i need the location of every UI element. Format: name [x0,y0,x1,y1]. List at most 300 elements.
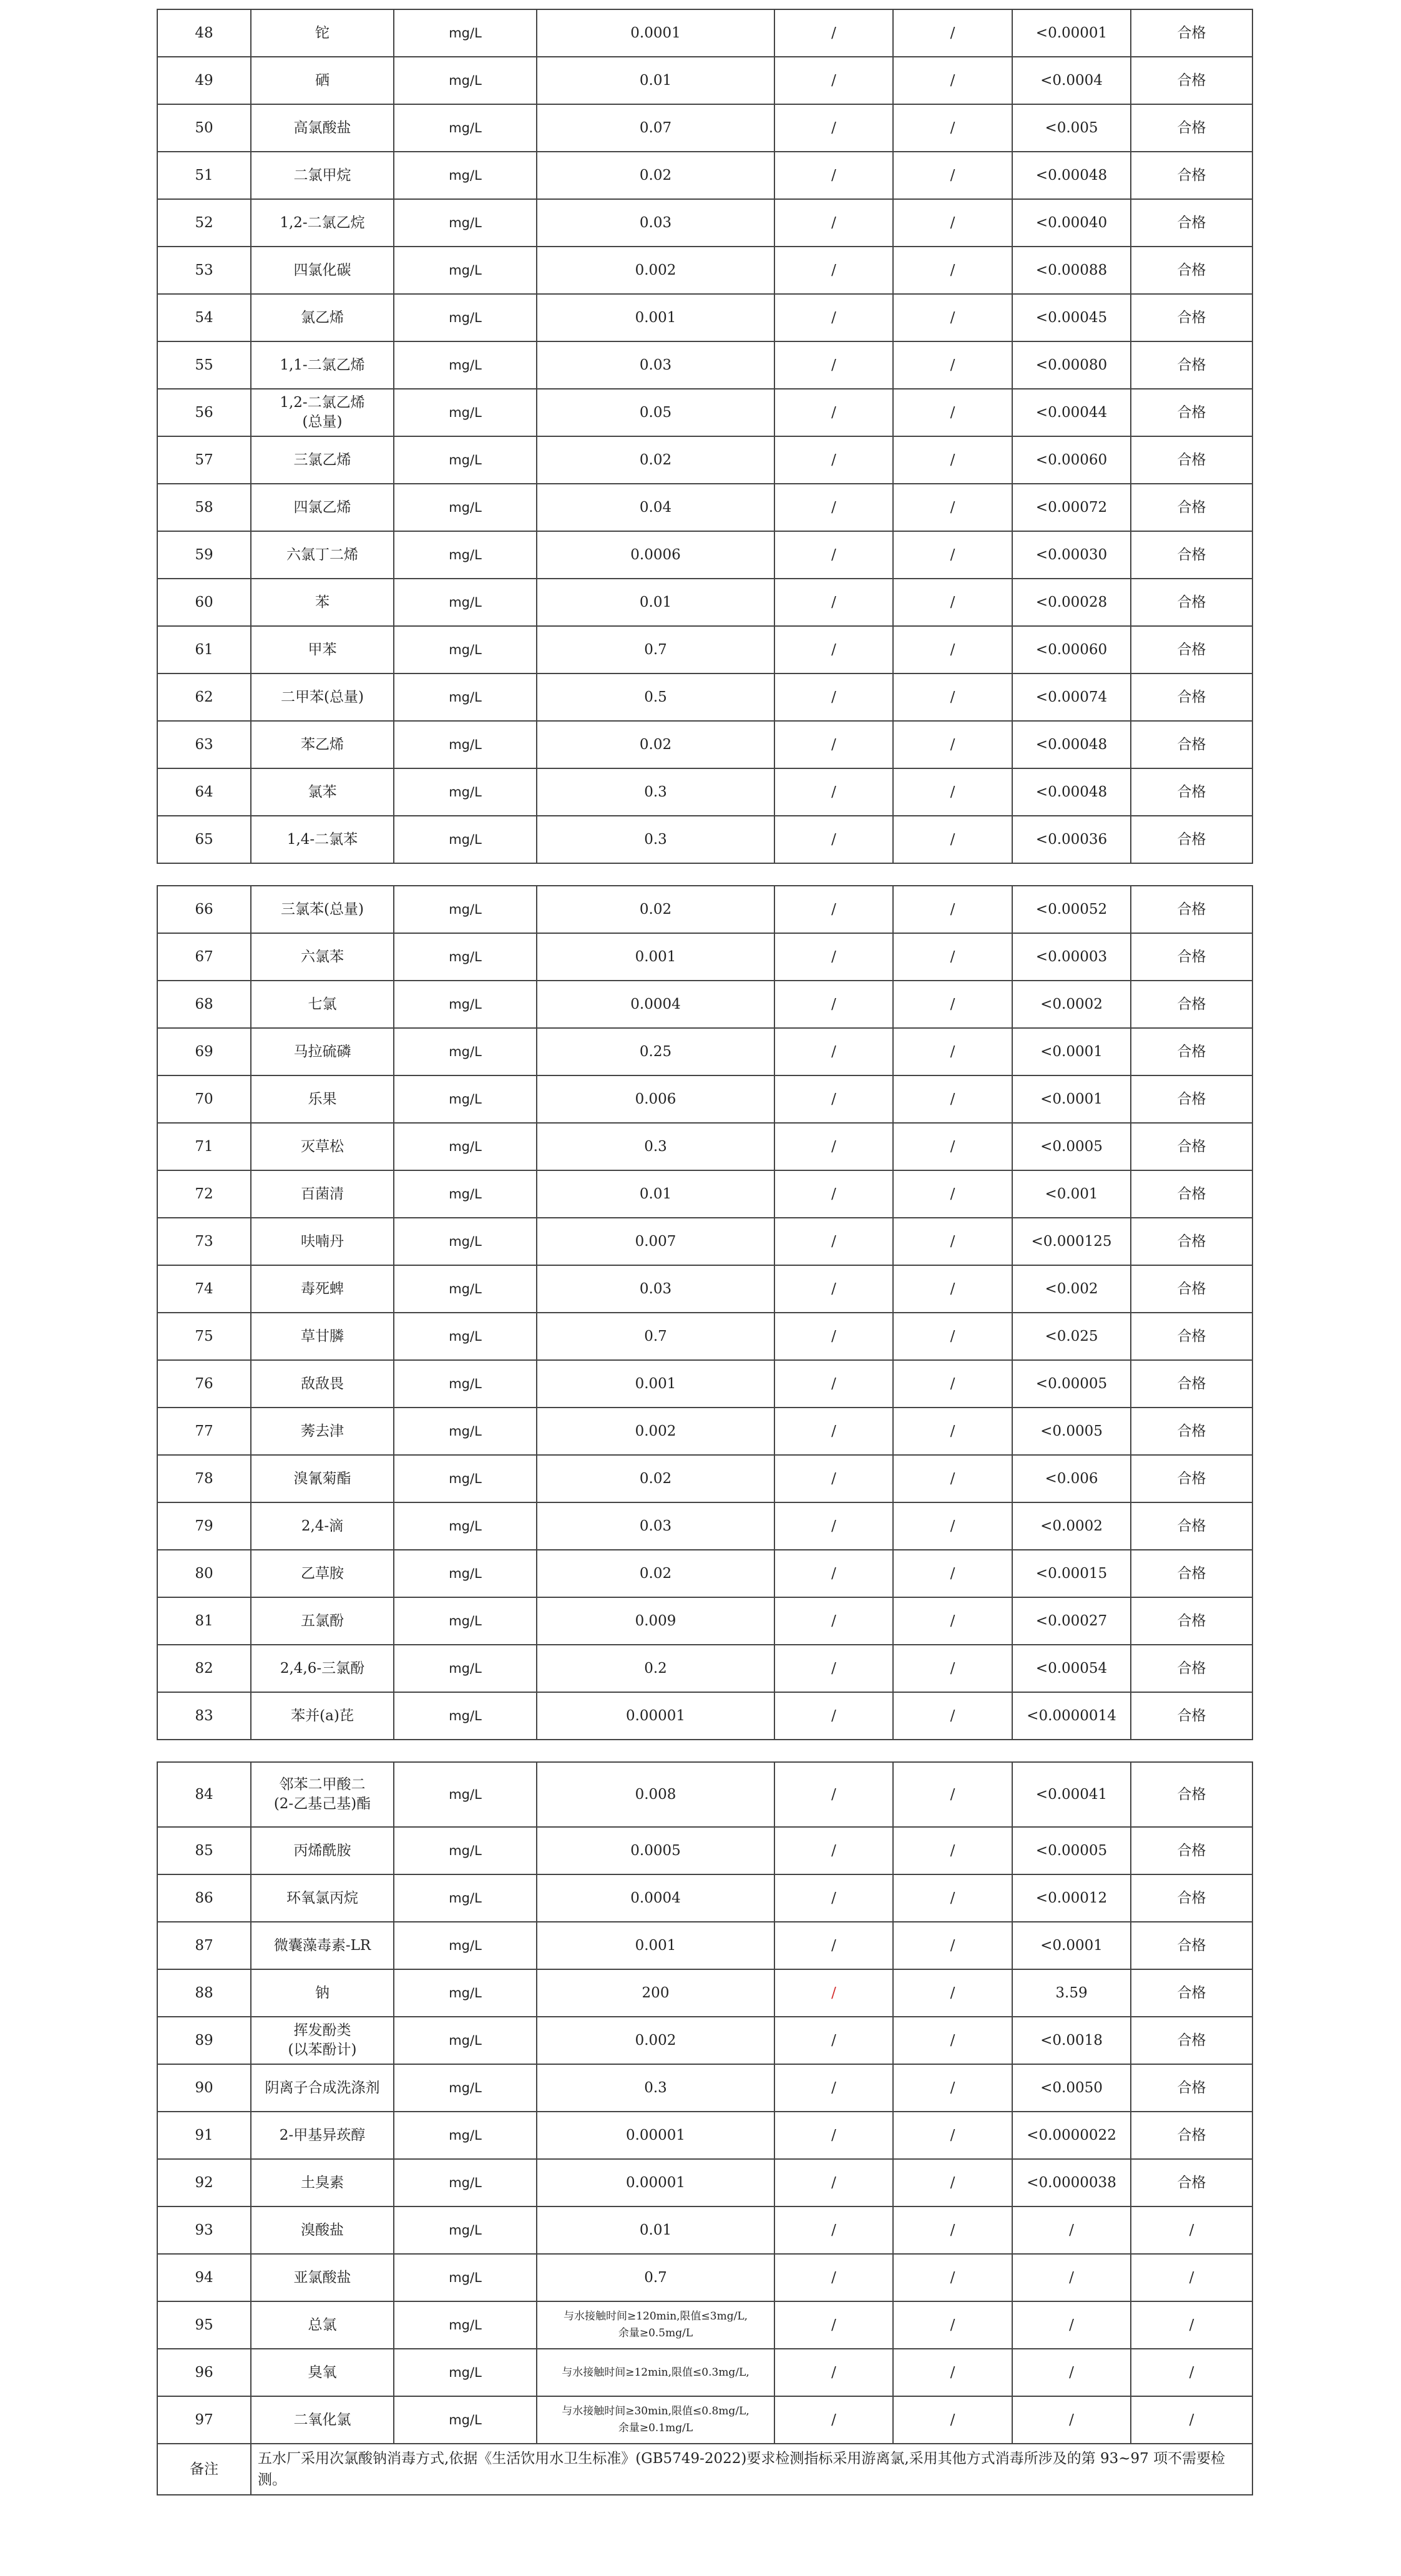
judgement-text: 合格 [1177,119,1206,136]
table-row [157,389,1252,436]
col-5-text: / [831,24,836,41]
col-6 [893,1265,1012,1313]
col-5-text: / [831,2269,836,2286]
table-row [157,2159,1252,2206]
row-number-text: 87 [195,1937,213,1954]
table-row [157,768,1252,816]
limit-value-text: 200 [642,1984,670,2001]
col-5 [774,1455,893,1502]
judgement [1131,2396,1252,2444]
result-value [1012,626,1131,673]
col-5-text: / [831,1707,836,1724]
unit [394,2064,537,2112]
limit-value [537,1123,774,1170]
limit-value [537,2064,774,2112]
unit-text: mg/L [449,831,482,847]
item-name-text: 溴氰菊酯 [293,1470,351,1487]
judgement-text: 合格 [1177,1889,1206,1906]
judgement-text: 合格 [1177,1707,1206,1724]
result-value-text: <0.00054 [1035,1660,1108,1677]
item-name [251,531,394,579]
unit-text: mg/L [449,594,482,610]
row-number-text: 84 [195,1786,213,1803]
unit-text: mg/L [449,1613,482,1628]
unit-text: mg/L [449,499,482,515]
unit [394,1265,537,1313]
table-row [157,886,1252,933]
unit [394,389,537,436]
row-number [157,579,251,626]
judgement-text: 合格 [1177,214,1206,231]
result-value [1012,57,1131,104]
result-value-text: <0.00005 [1035,1842,1108,1859]
result-value-text: <0.00044 [1035,404,1108,421]
result-value [1012,484,1131,531]
row-number-text: 74 [195,1280,213,1297]
item-name-text: 硒 [315,72,330,89]
judgement [1131,1218,1252,1265]
table-row [157,2017,1252,2064]
unit [394,1123,537,1170]
limit-value [537,389,774,436]
row-number-text: 95 [195,2316,213,2333]
col-6 [893,294,1012,341]
unit [394,104,537,152]
limit-value-text: 与水接触时间≥120min,限值≤3mg/L, [563,2310,748,2323]
item-name [251,1597,394,1645]
limit-value-text: 0.3 [644,831,667,848]
item-name-text: 二氯甲烷 [293,167,351,184]
result-value-text: <0.002 [1045,1280,1098,1297]
col-6-text: / [950,594,955,610]
row-number-text: 58 [195,499,213,516]
item-name-text: 氯乙烯 [301,309,344,326]
result-value-text: / [1069,2269,1074,2286]
col-6-text: / [950,1937,955,1954]
unit [394,1218,537,1265]
unit [394,2017,537,2064]
col-6-text: / [950,996,955,1012]
row-number-text: 81 [195,1612,213,1629]
unit-text: mg/L [449,1186,482,1202]
col-6-text: / [950,2269,955,2286]
table-row [157,579,1252,626]
result-value-text: <0.000125 [1031,1233,1112,1250]
col-6-text: / [950,1842,955,1859]
limit-value-text: 0.5 [644,688,667,705]
row-number [157,341,251,389]
result-value [1012,247,1131,294]
col-6 [893,816,1012,863]
unit [394,484,537,531]
table-row [157,152,1252,199]
limit-value [537,104,774,152]
unit-text: mg/L [449,1565,482,1581]
col-6-text: / [950,451,955,468]
result-value [1012,152,1131,199]
result-value [1012,389,1131,436]
col-6 [893,981,1012,1028]
result-value [1012,1170,1131,1218]
unit-text: mg/L [449,1890,482,1906]
item-name-text: 1,1-二氯乙烯 [280,356,365,373]
judgement-text: 合格 [1177,948,1206,965]
result-value-text: / [1069,2221,1074,2238]
limit-value [537,199,774,247]
unit [394,1502,537,1550]
result-value-text: <0.00048 [1035,736,1108,753]
col-6-text: / [950,901,955,918]
judgement [1131,1408,1252,1455]
judgement-text: 合格 [1177,24,1206,41]
row-number-text: 73 [195,1233,213,1250]
judgement [1131,1762,1252,1827]
item-name-text: 呋喃丹 [301,1233,344,1250]
item-name [251,1123,394,1170]
judgement-text: 合格 [1177,309,1206,326]
row-number-text: 92 [195,2174,213,2191]
item-name [251,436,394,484]
table-row [157,1969,1252,2017]
col-5 [774,886,893,933]
col-6-text: / [950,2127,955,2143]
row-number [157,199,251,247]
result-value [1012,1028,1131,1075]
limit-value [537,57,774,104]
row-number [157,2017,251,2064]
col-5-text: / [831,1375,836,1392]
col-6 [893,1360,1012,1408]
limit-value [537,1360,774,1408]
limit-value-text: 0.00001 [625,1707,686,1724]
col-5-text: / [831,736,836,753]
unit-text: mg/L [449,1044,482,1059]
item-name [251,341,394,389]
col-6 [893,341,1012,389]
judgement [1131,2064,1252,2112]
col-6 [893,2017,1012,2064]
col-5 [774,2206,893,2254]
item-name-text: 总氯 [308,2316,337,2333]
limit-value [537,1969,774,2017]
unit-text: mg/L [449,1660,482,1676]
row-number [157,1827,251,1874]
unit-text: mg/L [449,1281,482,1296]
row-number [157,1762,251,1827]
row-number [157,981,251,1028]
col-6 [893,436,1012,484]
table-row [157,1550,1252,1597]
result-value [1012,1218,1131,1265]
result-value [1012,531,1131,579]
result-value-text: <0.00072 [1035,499,1108,516]
unit-text: mg/L [449,262,482,278]
unit-text: mg/L [449,642,482,657]
col-5-text: / [831,948,836,965]
judgement-text: 合格 [1177,546,1206,563]
col-5-text: / [831,214,836,231]
judgement [1131,389,1252,436]
limit-value [537,1502,774,1550]
col-6-text: / [950,1233,955,1250]
result-value-text: <0.00060 [1035,451,1108,468]
limit-value-text: 0.3 [644,1138,667,1155]
results-table-3 [157,1761,1253,2495]
table-row [157,484,1252,531]
result-value [1012,2064,1131,2112]
unit [394,1827,537,1874]
col-5-text: / [831,309,836,326]
col-6 [893,768,1012,816]
unit-text: mg/L [449,1328,482,1344]
judgement [1131,57,1252,104]
unit-text: mg/L [449,737,482,752]
row-number [157,1075,251,1123]
item-name [251,1455,394,1502]
result-value-text: <0.00080 [1035,356,1108,373]
limit-value [537,1075,774,1123]
table-row [157,1874,1252,1922]
judgement [1131,1550,1252,1597]
limit-value-text: 0.01 [639,1185,672,1202]
table-row [157,1455,1252,1502]
judgement [1131,2349,1252,2396]
row-number-text: 96 [195,2364,213,2381]
item-name [251,2206,394,2254]
result-value [1012,1762,1131,1827]
limit-value [537,1455,774,1502]
unit-text: mg/L [449,120,482,135]
col-6-text: / [950,2079,955,2096]
col-6 [893,2349,1012,2396]
unit [394,1874,537,1922]
table-row [157,933,1252,981]
table-row [157,2112,1252,2159]
item-name [251,1827,394,1874]
limit-value [537,1692,774,1740]
row-number-text: 83 [195,1707,213,1724]
unit-text: mg/L [449,215,482,230]
col-5-text: / [831,1185,836,1202]
result-value-text: <0.00041 [1035,1786,1108,1803]
row-number [157,294,251,341]
judgement-text: 合格 [1177,1328,1206,1344]
item-name-text: 溴酸盐 [301,2221,344,2238]
unit [394,2301,537,2349]
col-6-text: / [950,1280,955,1297]
col-5-text: / [831,167,836,184]
result-value [1012,1827,1131,1874]
col-6 [893,1922,1012,1969]
col-5 [774,199,893,247]
limit-value [537,981,774,1028]
unit [394,933,537,981]
col-5 [774,294,893,341]
row-number-text: 86 [195,1889,213,1906]
unit [394,1692,537,1740]
row-number [157,1265,251,1313]
item-name [251,579,394,626]
unit-text: mg/L [449,901,482,917]
limit-value-text: 0.02 [639,1565,672,1582]
limit-value [537,1827,774,1874]
col-6 [893,1123,1012,1170]
result-value-text: <0.001 [1045,1185,1098,1202]
limit-value [537,673,774,721]
col-6 [893,1645,1012,1692]
limit-value [537,886,774,933]
unit-text: mg/L [449,2080,482,2095]
unit-text: mg/L [449,1471,482,1486]
col-6-text: / [950,736,955,753]
result-value [1012,1360,1131,1408]
result-value-text: <0.00001 [1035,24,1108,41]
limit-value [537,1313,774,1360]
item-name-text: 莠去津 [301,1423,344,1439]
unit-text: mg/L [449,1233,482,1249]
item-name-text: 四氯化碳 [293,262,351,278]
col-5-text: / [831,831,836,848]
unit [394,2349,537,2396]
col-5-text: / [831,119,836,136]
judgement-text: 合格 [1177,1043,1206,1060]
item-name-text: 敌敌畏 [301,1375,344,1392]
col-5-text: / [831,1138,836,1155]
result-value-text: <0.0002 [1040,996,1103,1012]
row-number-text: 56 [195,404,213,421]
item-name-text: 丙烯酰胺 [293,1842,351,1859]
item-name-text: 2-甲基异莰醇 [279,2127,366,2143]
col-5 [774,1762,893,1827]
table-row [157,626,1252,673]
limit-value [537,436,774,484]
col-6-text: / [950,1889,955,1906]
limit-value [537,2206,774,2254]
result-value [1012,1123,1131,1170]
item-name-text: 甲苯 [308,641,337,658]
item-name-text: 1,2-二氯乙烯 [280,394,365,411]
item-name-text: 灭草松 [301,1138,344,1155]
col-6-text: / [950,1043,955,1060]
result-value-text: <0.00012 [1035,1889,1108,1906]
item-name-text: 1,4-二氯苯 [286,831,358,848]
judgement-text: 合格 [1177,1185,1206,1202]
unit [394,2112,537,2159]
limit-value [537,626,774,673]
col-5 [774,2064,893,2112]
unit [394,1645,537,1692]
col-6 [893,104,1012,152]
judgement-text: 合格 [1177,594,1206,610]
row-number-text: 79 [195,1517,213,1534]
col-6 [893,531,1012,579]
col-5 [774,341,893,389]
item-name-text: 二氧化氯 [293,2411,351,2428]
item-name [251,484,394,531]
result-value-text: <0.0005 [1040,1423,1103,1439]
item-name-text: 乐果 [308,1090,337,1107]
row-number-text: 97 [195,2411,213,2428]
table-row [157,1827,1252,1874]
item-name [251,247,394,294]
limit-value-text: 0.02 [639,901,672,918]
item-name-text: 阴离子合成洗涤剂 [265,2079,380,2096]
limit-value [537,1218,774,1265]
unit [394,886,537,933]
limit-value [537,2112,774,2159]
judgement [1131,1123,1252,1170]
limit-value [537,1645,774,1692]
limit-value [537,2159,774,2206]
col-5 [774,1692,893,1740]
item-name [251,1218,394,1265]
col-5 [774,673,893,721]
item-name [251,1762,394,1827]
row-number [157,2349,251,2396]
row-number [157,626,251,673]
col-5 [774,1597,893,1645]
col-6-text: / [950,948,955,965]
judgement [1131,1265,1252,1313]
item-name-text: 百菌清 [301,1185,344,1202]
row-number-text: 93 [195,2221,213,2238]
item-name-text: 土臭素 [301,2174,344,2191]
row-number [157,1028,251,1075]
result-value [1012,886,1131,933]
row-number [157,531,251,579]
judgement [1131,1645,1252,1692]
item-name-text: 二甲苯(总量) [281,688,364,705]
item-name [251,721,394,768]
table-row [157,57,1252,104]
row-number [157,2301,251,2349]
limit-value-text: 0.0004 [630,996,681,1012]
item-name [251,1969,394,2017]
item-name [251,981,394,1028]
col-5 [774,484,893,531]
row-number [157,9,251,57]
unit-text: mg/L [449,996,482,1012]
result-value-text: <0.00027 [1035,1612,1108,1629]
unit [394,768,537,816]
row-number-text: 62 [195,688,213,705]
row-number [157,886,251,933]
row-number [157,2064,251,2112]
limit-value-text: 0.2 [644,1660,667,1677]
item-name-text: 四氯乙烯 [293,499,351,516]
result-value [1012,2396,1131,2444]
limit-value-text: 0.03 [639,214,672,231]
item-name [251,886,394,933]
item-name-text: 六氯苯 [301,948,344,965]
col-6-text: / [950,1517,955,1534]
col-5-text: / [831,2079,836,2096]
limit-value [537,247,774,294]
result-value-text: <0.00040 [1035,214,1108,231]
result-value [1012,579,1131,626]
unit [394,1455,537,1502]
col-6 [893,1692,1012,1740]
col-5-text: / [831,2364,836,2381]
result-value-text: <0.00074 [1035,688,1108,705]
item-name [251,9,394,57]
result-value [1012,768,1131,816]
judgement [1131,2159,1252,2206]
limit-value-text: 0.7 [644,1328,667,1344]
item-name-text: 毒死蜱 [301,1280,344,1297]
unit-text: mg/L [449,949,482,964]
judgement-text: 合格 [1177,1937,1206,1954]
